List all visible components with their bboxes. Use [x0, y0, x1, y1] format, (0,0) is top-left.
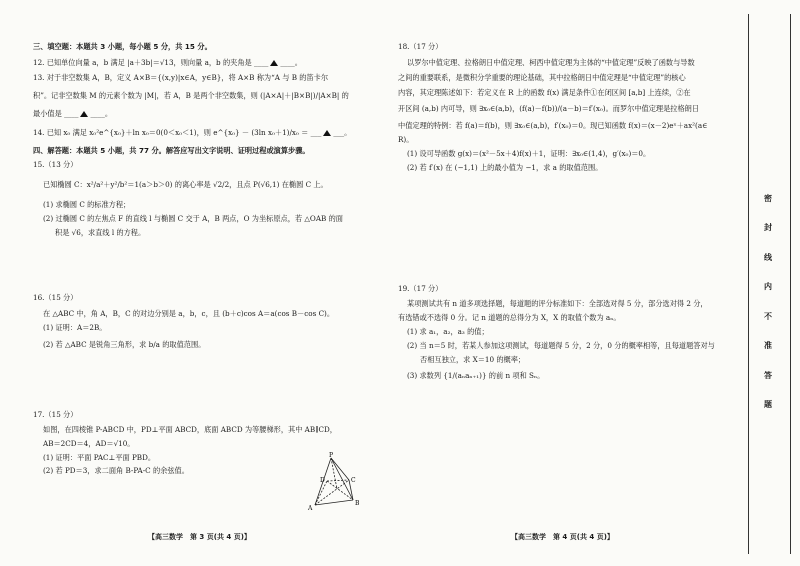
question-15-stem: 已知椭圆 C：x²/a²＋y²/b²＝1(a＞b＞0) 的离心率是 √2/2，且点 P(√6,1) 在椭圆 C 上。: [43, 180, 328, 189]
pyramid-figure: [305, 452, 370, 514]
seal-char: 线: [764, 253, 772, 262]
binding-line-right: [790, 14, 791, 554]
question-19-line1: 某项测试共有 n 道多项选择题，每道题的评分标准如下：全部选对得 5 分，部分选对得 2 分，: [407, 299, 708, 308]
seal-char: 题: [764, 400, 772, 409]
answer-blank: ____ ____: [64, 109, 105, 118]
label-d: D: [320, 477, 325, 484]
blank-triangle-icon: [80, 111, 88, 117]
label-a: A: [308, 505, 313, 512]
question-17-title: 17.（15 分）: [33, 410, 78, 419]
question-18-title: 18.（17 分）: [398, 42, 443, 51]
question-14: 14. 已知 x₀ 满足 x₀²e^{x₀}＋ln x₀＝0(0＜x₀＜1)，则 e^{x₀} － (3ln x₀＋1)/x₀ ＝ ___ ___。: [33, 128, 352, 137]
seal-char: 封: [764, 223, 772, 232]
question-18-line4: 开区间 (a,b) 内可导，则 ∃x₀∈(a,b)，(f(a)－f(b))/(a－b)＝f′(x₀)。而罗尔中值定理是拉格朗日: [398, 104, 700, 113]
label-b: B: [355, 500, 360, 507]
question-17-part1: (1) 证明：平面 PAC⊥平面 PBD。: [43, 453, 156, 462]
question-13-line2: 积”。记非空数集 M 的元素个数为 |M|，若 A，B 是两个非空数集，则 (|A×A|＋|B×B|)/|A×B| 的: [33, 91, 349, 100]
blank-triangle-icon: [270, 60, 278, 66]
page-footer-3: 【高三数学 第 3 页(共 4 页)】: [148, 533, 251, 541]
question-18-line2: 之间的重要联系，是微积分学重要的理论基础，其中拉格朗日中值定理是“中值定理”的核心: [398, 73, 686, 82]
question-19-part2: (2) 当 n＝5 时，若某人参加这项测试，每道题得 5 分，2 分，0 分的概率相等，且每道题答对与: [407, 341, 715, 350]
question-16-stem: 在 △ABC 中，角 A，B，C 的对边分别是 a，b，c，且 (b＋c)cos A＝a(cos B－cos C)。: [43, 309, 335, 318]
section-3-heading: 三、填空题：本题共 3 小题，每小题 5 分，共 15 分。: [33, 42, 212, 51]
seal-char: 准: [764, 341, 772, 350]
question-19-part1: (1) 求 a₁，a₂，a₃ 的值；: [407, 327, 489, 336]
question-15-part1: (1) 求椭圆 C 的标准方程；: [43, 200, 131, 209]
question-19-title: 19.（17 分）: [398, 284, 443, 293]
question-15-part2: (2) 过椭圆 C 的左焦点 F 的直线 l 与椭圆 C 交于 A，B 两点，O 为坐标原点，若 △OAB 的面: [43, 214, 343, 223]
question-16-part2: (2) 若 △ABC 是锐角三角形，求 b/a 的取值范围。: [43, 340, 206, 349]
question-17-stem-cont: AB＝2CD＝4，AD＝√10。: [43, 439, 135, 448]
question-19-part3: (3) 求数列 {1/(aₙaₙ₊₁)} 的前 n 项和 Sₙ。: [407, 371, 545, 380]
question-17-part2: (2) 若 PD＝3，求二面角 B-PA-C 的余弦值。: [43, 466, 189, 475]
question-18-part1: (1) 设可导函数 g(x)＝(x²－5x＋4)f(x)＋1，证明：∃x₀∈(1,4)，g′(x₀)＝0。: [407, 149, 651, 158]
question-18-line1: 以罗尔中值定理、拉格朗日中值定理、柯西中值定理为主体的“中值定理”反映了函数与导数: [407, 58, 695, 67]
question-16-title: 16.（15 分）: [33, 293, 78, 302]
question-13-line1: 13. 对于非空数集 A，B，定义 A×B＝{(x,y)|x∈A，y∈B}，将 A×B 称为“A 与 B 的笛卡尔: [33, 73, 329, 82]
answer-blank: ____ ____: [254, 58, 295, 67]
question-19-part2-cont: 否相互独立，求 X＝10 的概率；: [420, 355, 526, 364]
question-18-line3: 内容，其定理陈述如下：若定义在 R 上的函数 f(x) 满足条件①在闭区间 [a,b] 上连续，②在: [398, 88, 691, 97]
question-12: 12. 已知单位向量 a，b 满足 |a＋3b|＝√13，则向量 a，b 的夹角是 ____ ____。: [33, 58, 302, 67]
seal-char: 内: [764, 282, 772, 291]
seal-char: 不: [764, 312, 772, 321]
seal-char: 密: [764, 194, 772, 203]
page-footer-4: 【高三数学 第 4 页(共 4 页)】: [511, 533, 614, 541]
question-18-line6: R)。: [398, 135, 414, 144]
label-p: P: [329, 452, 334, 459]
question-18-line5: 中值定理的特例：若 f(a)＝f(b)，则 ∃x₀∈(a,b)，f′(x₀)＝0。现已知函数 f(x)＝(x－2)eˣ＋ax²(a∈: [398, 121, 708, 130]
label-c: C: [351, 477, 356, 484]
question-18-part2: (2) 若 f′(x) 在 (−1,1) 上的最小值为 −1，求 a 的取值范围。: [407, 163, 603, 172]
question-19-line2: 有选错或不选得 0 分。记 n 道题的总得分为 X，X 的取值个数为 aₙ。: [398, 313, 621, 322]
section-4-heading: 四、解答题：本题共 5 小题，共 77 分。解答应写出文字说明、证明过程或演算步骤。: [33, 146, 310, 155]
question-17-stem: 如图，在四棱锥 P-ABCD 中，PD⊥平面 ABCD，底面 ABCD 为等腰梯形，其中 AB∥CD，: [43, 425, 337, 434]
answer-blank: ___ ___: [310, 128, 345, 137]
blank-triangle-icon: [323, 130, 331, 136]
question-15-title: 15.（13 分）: [33, 160, 78, 169]
question-13-line3: 最小值是 ____ ____。: [33, 109, 113, 118]
seal-char: 答: [764, 371, 772, 380]
question-16-part1: (1) 证明：A＝2B。: [43, 323, 107, 332]
binding-line-left: [748, 14, 749, 554]
question-15-part2-cont: 积是 √6，求直线 l 的方程。: [55, 228, 146, 237]
